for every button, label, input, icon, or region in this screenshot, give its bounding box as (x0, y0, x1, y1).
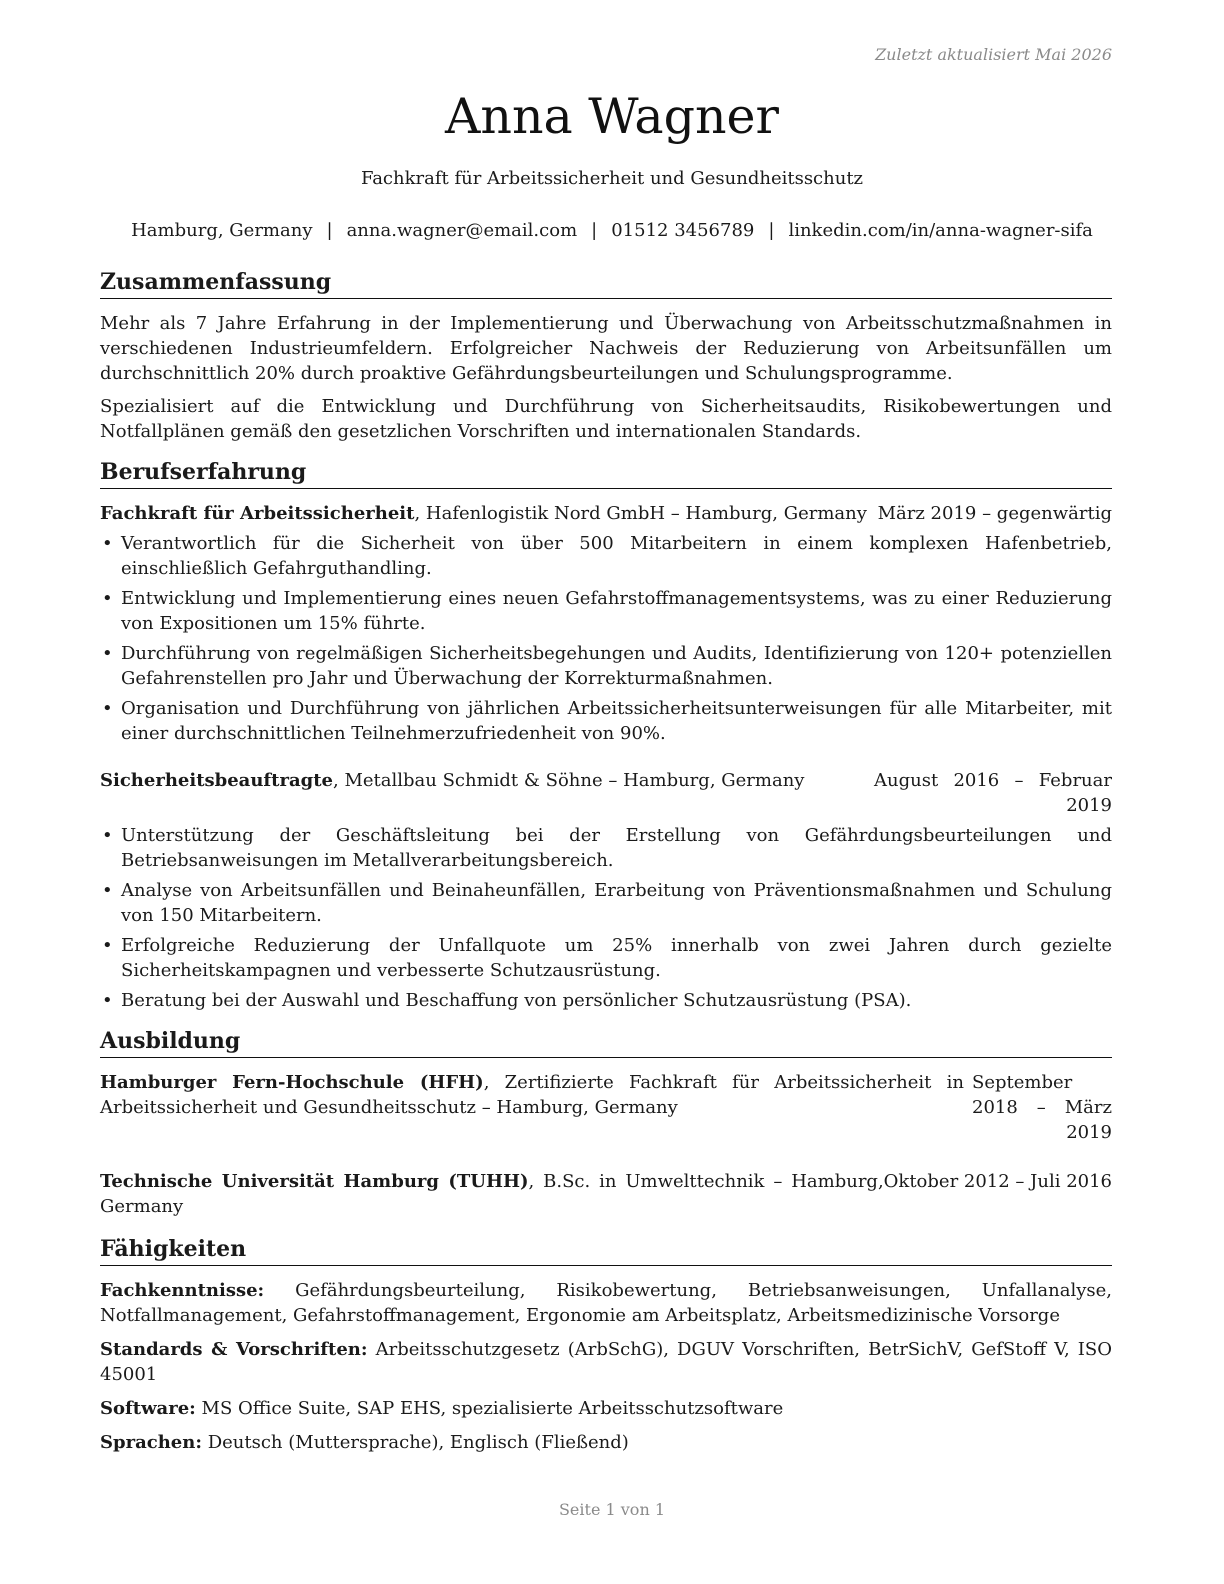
skill-line (100, 1430, 1112, 1455)
job-company: , Hafenlogistik Nord GmbH – Hamburg, Germany (414, 503, 867, 524)
education-school: Technische Universität Hamburg (TUHH) (100, 1171, 529, 1192)
skill-line (100, 1278, 1112, 1328)
education-section (100, 1027, 1112, 1219)
education-dates: Oktober 2012 – Juli 2016 (883, 1171, 1112, 1192)
contact-phone: 01512 3456789 (611, 220, 755, 241)
job-dates: August 2016 – Februar 2019 (874, 770, 1112, 816)
skill-value: Deutsch (Muttersprache), Englisch (Fließend) (207, 1432, 629, 1453)
job-header (100, 501, 1112, 526)
job-bullets (100, 823, 1112, 1013)
job-bullets (100, 531, 1112, 746)
skill-label: Sprachen: (100, 1432, 202, 1453)
last-updated-note: Zuletzt aktualisiert Mai 2026 (875, 45, 1112, 64)
contact-separator: | (768, 220, 775, 241)
contact-line (0, 220, 1224, 241)
candidate-name: Anna Wagner (445, 88, 779, 145)
section-heading-skills: Fähigkeiten (100, 1235, 1112, 1266)
summary-section (100, 268, 1112, 444)
job-bullet: • Durchführung von regelmäßigen Sicherheitsbegehungen und Audits, Identifizierung von 120+ potenziellen Gefahrenstellen pro Jahr und Überwachung der Korrekturmaßnahmen. (100, 641, 1112, 691)
section-heading-experience: Berufserfahrung (100, 458, 1112, 489)
skill-label: Software: (100, 1398, 196, 1419)
summary-paragraph: Spezialisiert auf die Entwicklung und Durchführung von Sicherheitsaudits, Risikobewertungen und Notfallplänen gemäß den gesetzlichen Vorschriften und internationalen Standards. (100, 396, 1112, 442)
job-bullet: • Unterstützung der Geschäftsleitung bei der Erstellung von Gefährdungsbeurteilungen und Betriebsanweisungen im Metallverarbeitungsbereich. (100, 823, 1112, 873)
skill-value: Gefährdungsbeurteilung, Risikobewertung, Betriebsanweisungen, Unfallanalyse, Notfallmanagement, Gefahrstoffmanagement, Ergonomie am Arbeitsplatz, Arbeitsmedizinische Vorsorge (100, 1280, 1112, 1326)
education-detail: , B.Sc. in Umwelttechnik – Hamburg, Germany (100, 1171, 884, 1217)
summary-paragraph: Mehr als 7 Jahre Erfahrung in der Implementierung und Überwachung von Arbeitsschutzmaßnahmen in verschiedenen Industrieumfeldern. Erfolgreicher Nachweis der Reduzierung von Arbeitsunfällen um durchschnittlich 20% durch proaktive Gefährdungsbeurteilungen und Schulungsprogramme. (100, 313, 1112, 384)
skill-line (100, 1337, 1112, 1387)
education-entry (100, 1070, 1112, 1145)
job-role: Sicherheitsbeauftragte (100, 770, 333, 791)
contact-separator: | (326, 220, 333, 241)
skill-label: Standards & Vorschriften: (100, 1339, 368, 1360)
skill-value: Arbeitsschutzgesetz (ArbSchG), DGUV Vorschriften, BetrSichV, GefStoff V, ISO 45001 (100, 1339, 1112, 1385)
job-bullet: • Beratung bei der Auswahl und Beschaffung von persönlicher Schutzausrüstung (PSA). (100, 988, 1112, 1013)
job-company: , Metallbau Schmidt & Söhne – Hamburg, Germany (333, 770, 805, 791)
education-school: Hamburger Fern-Hochschule (HFH) (100, 1072, 484, 1093)
experience-section (100, 458, 1112, 1013)
job-dates: März 2019 – gegenwärtig (877, 503, 1112, 524)
contact-linkedin[interactable]: linkedin.com/in/anna-wagner-sifa (788, 220, 1093, 241)
skill-label: Fachkenntnisse: (100, 1280, 265, 1301)
job-role: Fachkraft für Arbeitssicherheit (100, 503, 415, 524)
job-bullet: • Analyse von Arbeitsunfällen und Beinaheunfällen, Erarbeitung von Präventionsmaßnahmen und Schulung von 150 Mitarbeitern. (100, 878, 1112, 928)
job-header (100, 768, 1112, 818)
skill-value: MS Office Suite, SAP EHS, spezialisierte Arbeitsschutzsoftware (201, 1398, 784, 1419)
skill-line (100, 1396, 1112, 1421)
education-dates: September 2018 – März 2019 (972, 1072, 1112, 1143)
job-bullet: • Erfolgreiche Reduzierung der Unfallquote um 25% innerhalb von zwei Jahren durch gezielte Sicherheitskampagnen und verbesserte Schutzausrüstung. (100, 933, 1112, 983)
skills-section (100, 1235, 1112, 1455)
resume-body (100, 268, 1112, 1464)
contact-location: Hamburg, Germany (131, 220, 313, 241)
section-heading-summary: Zusammenfassung (100, 268, 1112, 299)
job-title: Fachkraft für Arbeitssicherheit und Gesundheitsschutz (360, 168, 864, 189)
contact-separator: | (591, 220, 598, 241)
job-bullet: • Entwicklung und Implementierung eines neuen Gefahrstoffmanagementsystems, was zu einer Reduzierung von Expositionen um 15% führte. (100, 586, 1112, 636)
job-bullet: • Verantwortlich für die Sicherheit von über 500 Mitarbeitern in einem komplexen Hafenbetrieb, einschließlich Gefahrguthandling. (100, 531, 1112, 581)
section-heading-education: Ausbildung (100, 1027, 1112, 1058)
page-number: Seite 1 von 1 (558, 1500, 666, 1519)
contact-email[interactable]: anna.wagner@email.com (346, 220, 578, 241)
education-entry (100, 1169, 1112, 1219)
job-bullet: • Organisation und Durchführung von jährlichen Arbeitssicherheitsunterweisungen für alle Mitarbeiter, mit einer durchschnittlichen Teilnehmerzufriedenheit von 90%. (100, 696, 1112, 746)
education-detail: , Zertifizierte Fachkraft für Arbeitssicherheit in Arbeitssicherheit und Gesundheitsschutz – Hamburg, Germany (100, 1072, 964, 1118)
